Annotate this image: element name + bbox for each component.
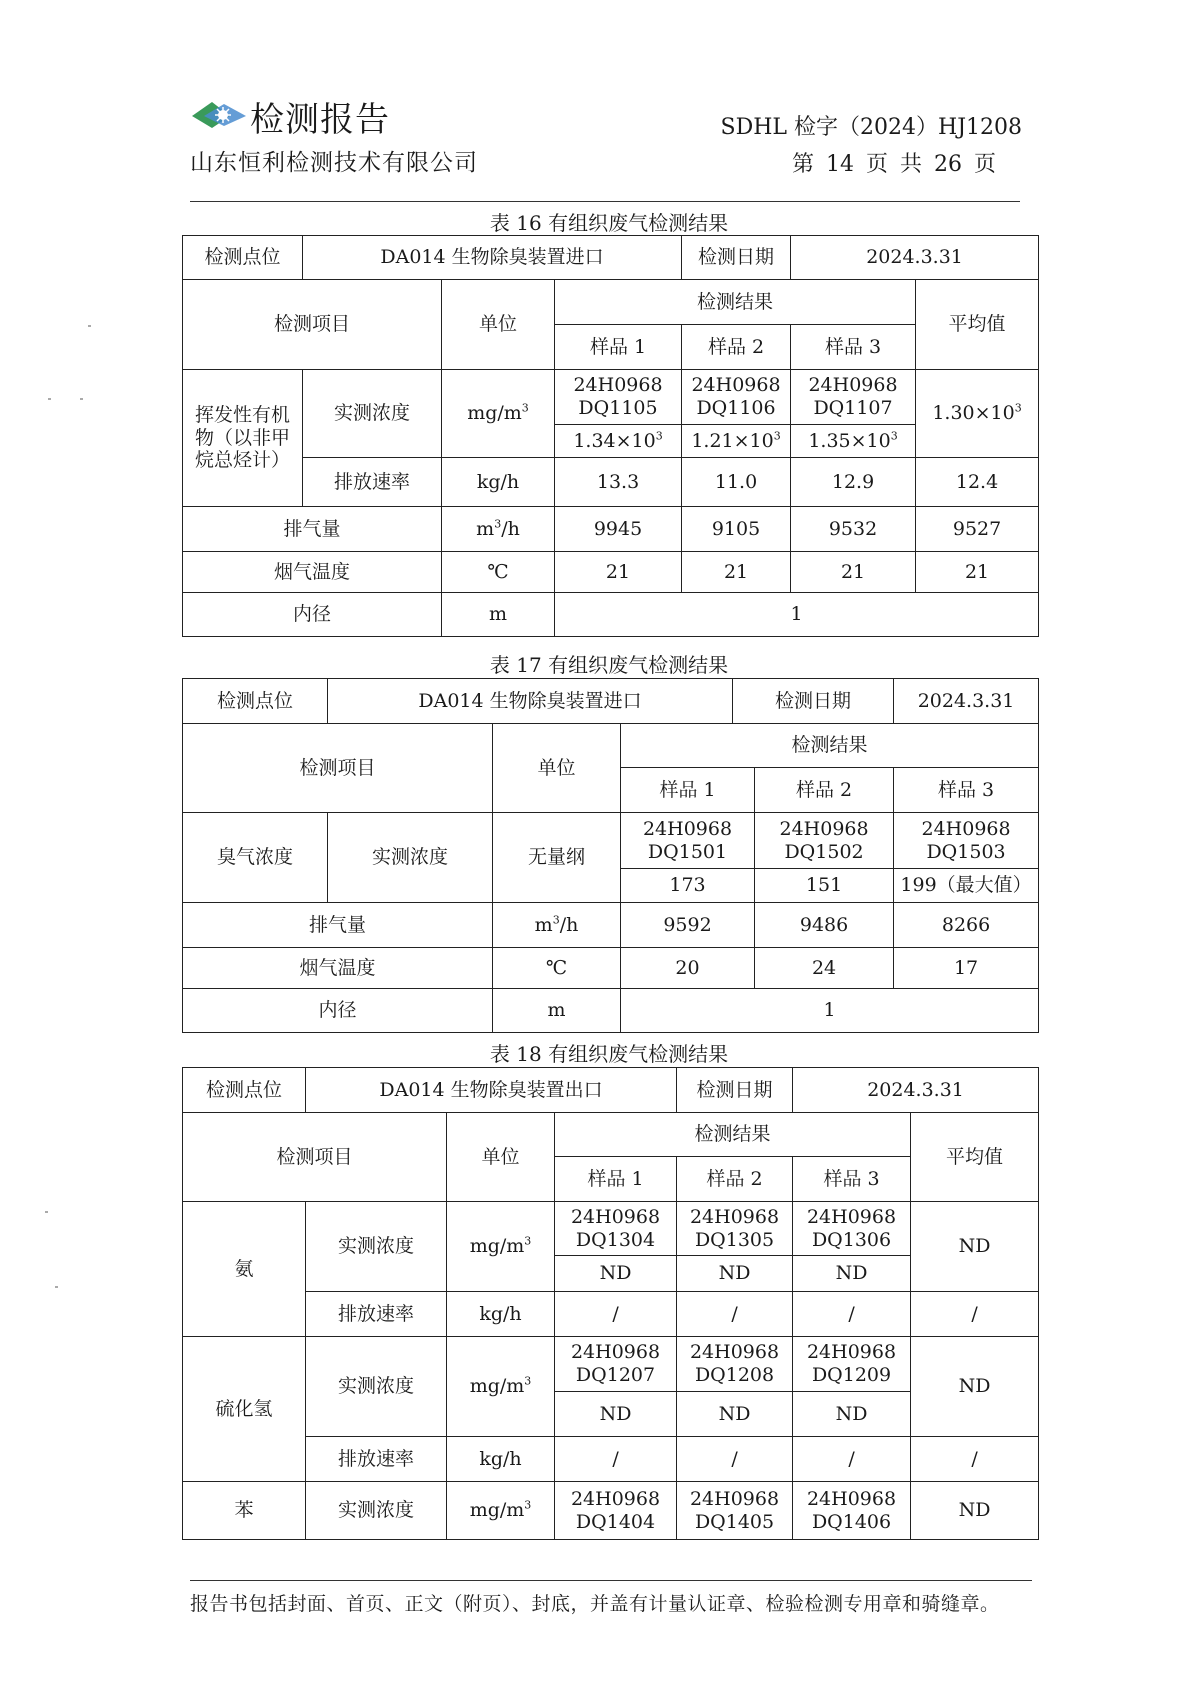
table16-voc-rate-3: 12.9 xyxy=(791,458,916,507)
table16-temp-avg: 21 xyxy=(916,552,1039,593)
table18-ammonia-rate-1: / xyxy=(555,1292,677,1337)
table16-voc-conc-unit: $mg/m^3$ xyxy=(442,370,555,458)
table18-ammonia-rate-avg: / xyxy=(911,1292,1039,1337)
table18-h2s-conc-unit: $mg/m^3$ xyxy=(447,1337,555,1437)
table17-flow-label: 排气量 xyxy=(183,903,493,948)
table16-voc-value-2: $1.21\times 10^3$ xyxy=(682,425,791,458)
table16-voc-value-3: $1.35\times 10^3$ xyxy=(791,425,916,458)
table17-odor-id-3: 24H0968 DQ1503 xyxy=(894,813,1039,869)
table16-point-value: DA014 生物除臭装置进口 xyxy=(303,236,682,280)
table18-sample-2: 样品 2 xyxy=(677,1157,793,1202)
table17-temp-3: 17 xyxy=(894,948,1039,989)
table17-result-header: 检测结果 xyxy=(621,724,1039,768)
header-divider xyxy=(190,201,1020,202)
table17-sample-3: 样品 3 xyxy=(894,768,1039,813)
table17-flow-3: 8266 xyxy=(894,903,1039,948)
report-header xyxy=(190,92,1032,202)
table17-odor-unit: 无量纲 xyxy=(493,813,621,903)
table17-odor-value-1: 173 xyxy=(621,869,755,903)
table16-date-value: 2024.3.31 xyxy=(791,236,1039,280)
table16-diameter-unit: m xyxy=(442,593,555,637)
table18-benzene-id-1: 24H0968 DQ1404 xyxy=(555,1482,677,1540)
table18-ammonia-rate-label: 排放速率 xyxy=(306,1292,447,1337)
table18-benzene-id-2: 24H0968 DQ1405 xyxy=(677,1482,793,1540)
table18-h2s-rate-3: / xyxy=(793,1437,911,1482)
table16-avg-header: 平均值 xyxy=(916,280,1039,370)
table16-date-label: 检测日期 xyxy=(682,236,791,280)
table16-flow-3: 9532 xyxy=(791,507,916,552)
table16-voc-rate-avg: 12.4 xyxy=(916,458,1039,507)
table17-date-value: 2024.3.31 xyxy=(894,679,1039,724)
table16-item-header: 检测项目 xyxy=(183,280,442,370)
table17-unit-header: 单位 xyxy=(493,724,621,813)
footer-note: 报告书包括封面、首页、正文（附页）、封底，并盖有计量认证章、检验检测专用章和骑缝章。 xyxy=(190,1593,1000,1615)
scan-speck xyxy=(88,325,91,327)
table16-voc-rate-2: 11.0 xyxy=(682,458,791,507)
table17-odor-value-3: 199（最大值） xyxy=(894,869,1039,903)
table16-temp-unit: ℃ xyxy=(442,552,555,593)
table17-temp-1: 20 xyxy=(621,948,755,989)
company-name: 山东恒利检测技术有限公司 xyxy=(190,150,478,176)
table17-odor-name: 臭气浓度 xyxy=(183,813,328,903)
table17-odor-id-1: 24H0968 DQ1501 xyxy=(621,813,755,869)
table16-unit-header: 单位 xyxy=(442,280,555,370)
table18-avg-header: 平均值 xyxy=(911,1113,1039,1202)
table18-ammonia-conc-label: 实测浓度 xyxy=(306,1202,447,1292)
page-label-ye-2: 页 xyxy=(973,152,996,177)
page-label-di: 第 xyxy=(791,152,814,177)
table18-benzene-conc-unit: $mg/m^3$ xyxy=(447,1482,555,1540)
table16-voc-id-2: 24H0968 DQ1106 xyxy=(682,370,791,425)
table17-flow-2: 9486 xyxy=(755,903,894,948)
table17-date-label: 检测日期 xyxy=(733,679,894,724)
table18-h2s-rate-avg: / xyxy=(911,1437,1039,1482)
table17-sample-1: 样品 1 xyxy=(621,768,755,813)
table18-ammonia-id-2: 24H0968 DQ1305 xyxy=(677,1202,793,1256)
table18-point-value: DA014 生物除臭装置出口 xyxy=(306,1068,677,1113)
scan-speck xyxy=(80,398,83,400)
table17-temp-label: 烟气温度 xyxy=(183,948,493,989)
table18-h2s-id-1: 24H0968 DQ1207 xyxy=(555,1337,677,1392)
table18-caption: 表 18 有组织废气检测结果 xyxy=(489,1042,729,1066)
table16-sample-3: 样品 3 xyxy=(791,325,916,370)
table16-voc-rate-unit: kg/h xyxy=(442,458,555,507)
table16-voc-value-1: $1.34\times 10^3$ xyxy=(555,425,682,458)
table16-point-label: 检测点位 xyxy=(183,236,303,280)
table17-odor-id-2: 24H0968 DQ1502 xyxy=(755,813,894,869)
table18-h2s-value-2: ND xyxy=(677,1392,793,1437)
table17-sample-2: 样品 2 xyxy=(755,768,894,813)
table16-voc-id-3: 24H0968 DQ1107 xyxy=(791,370,916,425)
table17-point-label: 检测点位 xyxy=(183,679,328,724)
table16-temp-label: 烟气温度 xyxy=(183,552,442,593)
table16-voc-avg: $1.30\times 10^3$ xyxy=(916,370,1039,458)
table18-result-header: 检测结果 xyxy=(555,1113,911,1157)
table18-ammonia-id-3: 24H0968 DQ1306 xyxy=(793,1202,911,1256)
table16-voc-rate-1: 13.3 xyxy=(555,458,682,507)
table18-h2s-rate-label: 排放速率 xyxy=(306,1437,447,1482)
table17-point-value: DA014 生物除臭装置进口 xyxy=(328,679,733,724)
page-current: 14 xyxy=(825,152,854,177)
table16 xyxy=(182,235,1039,637)
table16-voc-conc-label: 实测浓度 xyxy=(303,370,442,458)
scan-speck xyxy=(45,1211,48,1213)
table18-benzene-id-3: 24H0968 DQ1406 xyxy=(793,1482,911,1540)
table18 xyxy=(182,1067,1039,1540)
table18-sample-3: 样品 3 xyxy=(793,1157,911,1202)
table18-h2s-rate-2: / xyxy=(677,1437,793,1482)
table16-diameter-label: 内径 xyxy=(183,593,442,637)
table16-result-header: 检测结果 xyxy=(555,280,916,325)
table16-temp-1: 21 xyxy=(555,552,682,593)
table16-flow-1: 9945 xyxy=(555,507,682,552)
table18-h2s-value-3: ND xyxy=(793,1392,911,1437)
table18-ammonia-value-2: ND xyxy=(677,1256,793,1292)
table16-voc-name: 挥发性有机物（以非甲烷总烃计） xyxy=(183,370,303,507)
table16-sample-1: 样品 1 xyxy=(555,325,682,370)
logo-title: 检测报告 xyxy=(250,100,390,140)
table17-temp-unit: ℃ xyxy=(493,948,621,989)
table17-temp-2: 24 xyxy=(755,948,894,989)
table18-h2s-id-3: 24H0968 DQ1209 xyxy=(793,1337,911,1392)
page-total: 26 xyxy=(933,152,962,177)
table18-ammonia-id-1: 24H0968 DQ1304 xyxy=(555,1202,677,1256)
table17-odor-conc-label: 实测浓度 xyxy=(328,813,493,903)
table16-diameter-value: 1 xyxy=(555,593,1039,637)
table16-caption: 表 16 有组织废气检测结果 xyxy=(489,211,729,235)
table18-ammonia-rate-unit: kg/h xyxy=(447,1292,555,1337)
table18-h2s-value-1: ND xyxy=(555,1392,677,1437)
table18-ammonia-name: 氨 xyxy=(183,1202,306,1337)
table18-unit-header: 单位 xyxy=(447,1113,555,1202)
table17-diameter-unit: m xyxy=(493,989,621,1033)
company-logo-icon xyxy=(190,98,248,132)
table16-temp-2: 21 xyxy=(682,552,791,593)
table18-date-label: 检测日期 xyxy=(677,1068,793,1113)
scan-speck xyxy=(48,398,51,400)
table18-sample-1: 样品 1 xyxy=(555,1157,677,1202)
table18-h2s-id-2: 24H0968 DQ1208 xyxy=(677,1337,793,1392)
table16-temp-3: 21 xyxy=(791,552,916,593)
table17-flow-unit: $m^3/h$ xyxy=(493,903,621,948)
table18-h2s-conc-label: 实测浓度 xyxy=(306,1337,447,1437)
table18-ammonia-rate-3: / xyxy=(793,1292,911,1337)
table18-ammonia-value-3: ND xyxy=(793,1256,911,1292)
table17-diameter-label: 内径 xyxy=(183,989,493,1033)
table17-odor-value-2: 151 xyxy=(755,869,894,903)
table18-h2s-name: 硫化氢 xyxy=(183,1337,306,1482)
table18-h2s-rate-1: / xyxy=(555,1437,677,1482)
table18-benzene-name: 苯 xyxy=(183,1482,306,1540)
table18-h2s-rate-unit: kg/h xyxy=(447,1437,555,1482)
table18-ammonia-rate-2: / xyxy=(677,1292,793,1337)
table16-sample-2: 样品 2 xyxy=(682,325,791,370)
table16-flow-2: 9105 xyxy=(682,507,791,552)
page-label-gong: 共 xyxy=(899,152,922,177)
table16-voc-rate-label: 排放速率 xyxy=(303,458,442,507)
page-label-ye: 页 xyxy=(865,152,888,177)
table17-flow-1: 9592 xyxy=(621,903,755,948)
table18-benzene-avg: ND xyxy=(911,1482,1039,1540)
table16-flow-label: 排气量 xyxy=(183,507,442,552)
scan-speck xyxy=(55,1286,58,1288)
table18-ammonia-conc-unit: $mg/m^3$ xyxy=(447,1202,555,1292)
table17-item-header: 检测项目 xyxy=(183,724,493,813)
table17 xyxy=(182,678,1039,1033)
table18-benzene-conc-label: 实测浓度 xyxy=(306,1482,447,1540)
table18-date-value: 2024.3.31 xyxy=(793,1068,1039,1113)
table17-diameter-value: 1 xyxy=(621,989,1039,1033)
table18-h2s-avg: ND xyxy=(911,1337,1039,1437)
footer-divider xyxy=(190,1580,1032,1581)
table16-voc-id-1: 24H0968 DQ1105 xyxy=(555,370,682,425)
table18-item-header: 检测项目 xyxy=(183,1113,447,1202)
table18-point-label: 检测点位 xyxy=(183,1068,306,1113)
table16-flow-avg: 9527 xyxy=(916,507,1039,552)
table18-ammonia-value-1: ND xyxy=(555,1256,677,1292)
report-number: SDHL 检字（2024）HJ1208 xyxy=(720,115,1022,140)
table17-caption: 表 17 有组织废气检测结果 xyxy=(489,653,729,677)
table18-ammonia-avg: ND xyxy=(911,1202,1039,1292)
table16-flow-unit: $m^3/h$ xyxy=(442,507,555,552)
page-number xyxy=(786,147,1002,178)
